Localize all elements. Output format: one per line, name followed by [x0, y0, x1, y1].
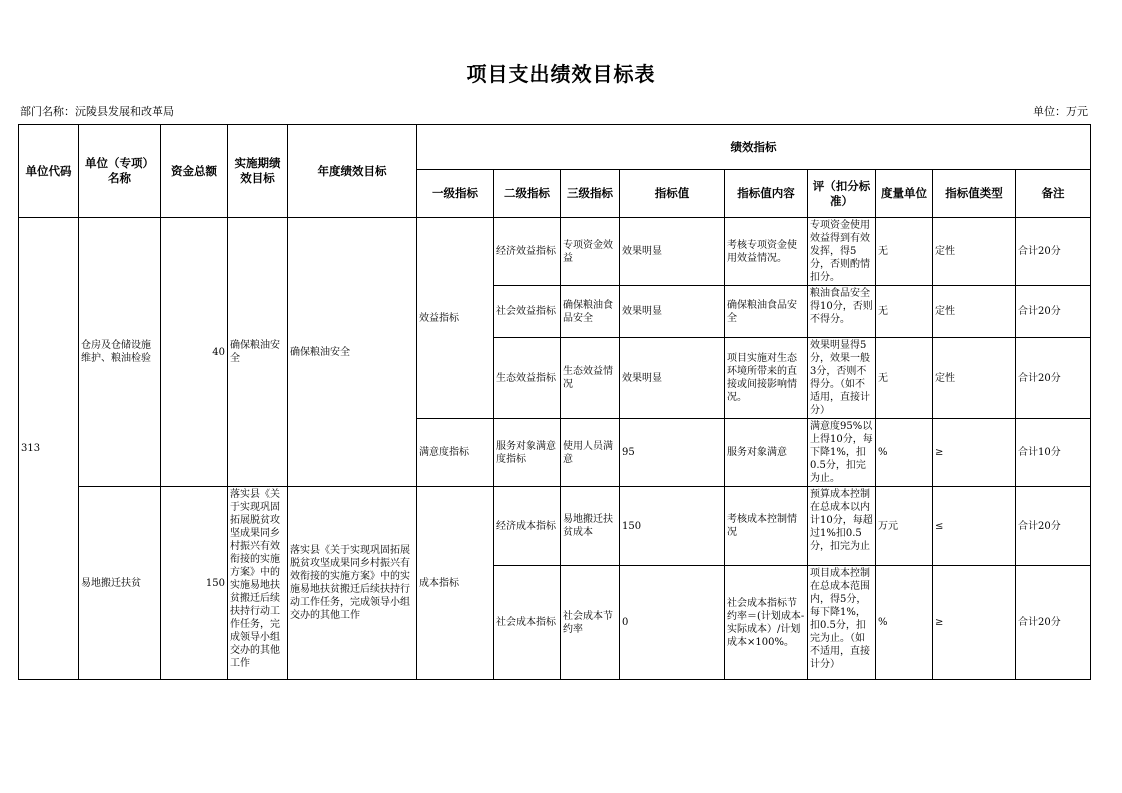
header-performance-indicators: 绩效指标 [417, 125, 1091, 170]
scoring-cell: 效果明显得5分，效果一般3分，否则不得分。（如不适用，直接计分） [808, 338, 876, 419]
value-type-cell: ≥ [933, 566, 1016, 680]
value-type-cell: ≥ [933, 419, 1016, 487]
value-content-cell: 考核专项资金使用效益情况。 [725, 218, 808, 286]
level2-cell: 生态效益指标 [494, 338, 561, 419]
indicator-value-cell: 效果明显 [620, 218, 725, 286]
project-name-cell: 仓房及仓储设施维护、粮油检验 [79, 218, 161, 487]
header-period-goal: 实施期绩效目标 [228, 125, 288, 218]
value-content-cell: 考核成本控制情况 [725, 487, 808, 566]
level1-cell: 效益指标 [417, 218, 494, 419]
measure-cell: 无 [876, 338, 933, 419]
scoring-cell: 粮油食品安全得10分，否则不得分。 [808, 286, 876, 338]
remark-cell: 合计20分 [1016, 338, 1091, 419]
value-content-cell: 项目实施对生态环境所带来的直接或间接影响情况。 [725, 338, 808, 419]
level2-cell: 经济效益指标 [494, 218, 561, 286]
level2-cell: 经济成本指标 [494, 487, 561, 566]
header-annual-goal: 年度绩效目标 [288, 125, 417, 218]
level3-cell: 专项资金效益 [561, 218, 620, 286]
value-type-cell: 定性 [933, 338, 1016, 419]
indicator-value-cell: 效果明显 [620, 286, 725, 338]
indicator-value-cell: 95 [620, 419, 725, 487]
measure-cell: % [876, 566, 933, 680]
measure-cell: % [876, 419, 933, 487]
level3-cell: 易地搬迁扶贫成本 [561, 487, 620, 566]
scoring-cell: 项目成本控制在总成本范围内，得5分，每下降1%，扣0.5分，扣完为止。（如不适用，直接计分） [808, 566, 876, 680]
unit-code-cell: 313 [19, 218, 79, 680]
level3-cell: 确保粮油食品安全 [561, 286, 620, 338]
level2-cell: 社会成本指标 [494, 566, 561, 680]
remark-cell: 合计20分 [1016, 286, 1091, 338]
project-name-cell: 易地搬迁扶贫 [79, 487, 161, 680]
measure-cell: 无 [876, 218, 933, 286]
table-row [19, 487, 1091, 566]
performance-table [18, 124, 1091, 680]
currency-unit-label: 单位：万元 [1033, 105, 1088, 118]
scoring-cell: 满意度95%以上得10分，每下降1%，扣0.5分，扣完为止。 [808, 419, 876, 487]
page-title: 项目支出绩效目标表 [466, 62, 656, 86]
funds-cell: 40 [161, 218, 228, 487]
annual-goal-cell: 落实县《关于实现巩固拓展脱贫攻坚成果同乡村振兴有效衔接的实施方案》中的实施易地扶贫搬迁后续扶持行动工作任务，完成领导小组交办的其他工作 [288, 487, 417, 680]
value-content-cell: 确保粮油食品安全 [725, 286, 808, 338]
header-value-type: 指标值类型 [933, 170, 1016, 218]
level2-cell: 服务对象满意度指标 [494, 419, 561, 487]
annual-goal-cell: 确保粮油安全 [288, 218, 417, 487]
value-content-cell: 社会成本指标节约率＝(计划成本-实际成本）/计划成本×100%。 [725, 566, 808, 680]
level3-cell: 社会成本节约率 [561, 566, 620, 680]
indicator-value-cell: 0 [620, 566, 725, 680]
header-unit-measure: 度量单位 [876, 170, 933, 218]
header-level3: 三级指标 [561, 170, 620, 218]
funds-cell: 150 [161, 487, 228, 680]
header-remarks: 备注 [1016, 170, 1091, 218]
header-value-content: 指标值内容 [725, 170, 808, 218]
header-level2: 二级指标 [494, 170, 561, 218]
header-scoring: 评（扣分标准） [808, 170, 876, 218]
remark-cell: 合计20分 [1016, 487, 1091, 566]
measure-cell: 无 [876, 286, 933, 338]
value-content-cell: 服务对象满意 [725, 419, 808, 487]
header-indicator-value: 指标值 [620, 170, 725, 218]
scoring-cell: 预算成本控制在总成本以内计10分，每超过1%扣0.5分，扣完为止 [808, 487, 876, 566]
header-project-name: 单位（专项）名称 [79, 125, 161, 218]
header-unit-code: 单位代码 [19, 125, 79, 218]
period-goal-cell: 落实县《关于实现巩固拓展脱贫攻坚成果同乡村振兴有效衔接的实施方案》中的实施易地扶贫搬迁后续扶持行动工作任务，完成领导小组交办的其他工作 [228, 487, 288, 680]
remark-cell: 合计20分 [1016, 218, 1091, 286]
value-type-cell: 定性 [933, 286, 1016, 338]
table-row [19, 218, 1091, 286]
remark-cell: 合计20分 [1016, 566, 1091, 680]
header-level1: 一级指标 [417, 170, 494, 218]
indicator-value-cell: 150 [620, 487, 725, 566]
level3-cell: 生态效益情况 [561, 338, 620, 419]
level1-cell: 满意度指标 [417, 419, 494, 487]
department-label: 部门名称：沅陵县发展和改革局 [20, 105, 174, 118]
level1-cell: 成本指标 [417, 487, 494, 680]
level2-cell: 社会效益指标 [494, 286, 561, 338]
scoring-cell: 专项资金使用效益得到有效发挥，得5分，否则酌情扣分。 [808, 218, 876, 286]
level3-cell: 使用人员满意 [561, 419, 620, 487]
value-type-cell: 定性 [933, 218, 1016, 286]
period-goal-cell: 确保粮油安全 [228, 218, 288, 487]
remark-cell: 合计10分 [1016, 419, 1091, 487]
header-total-funds: 资金总额 [161, 125, 228, 218]
measure-cell: 万元 [876, 487, 933, 566]
indicator-value-cell: 效果明显 [620, 338, 725, 419]
value-type-cell: ≤ [933, 487, 1016, 566]
